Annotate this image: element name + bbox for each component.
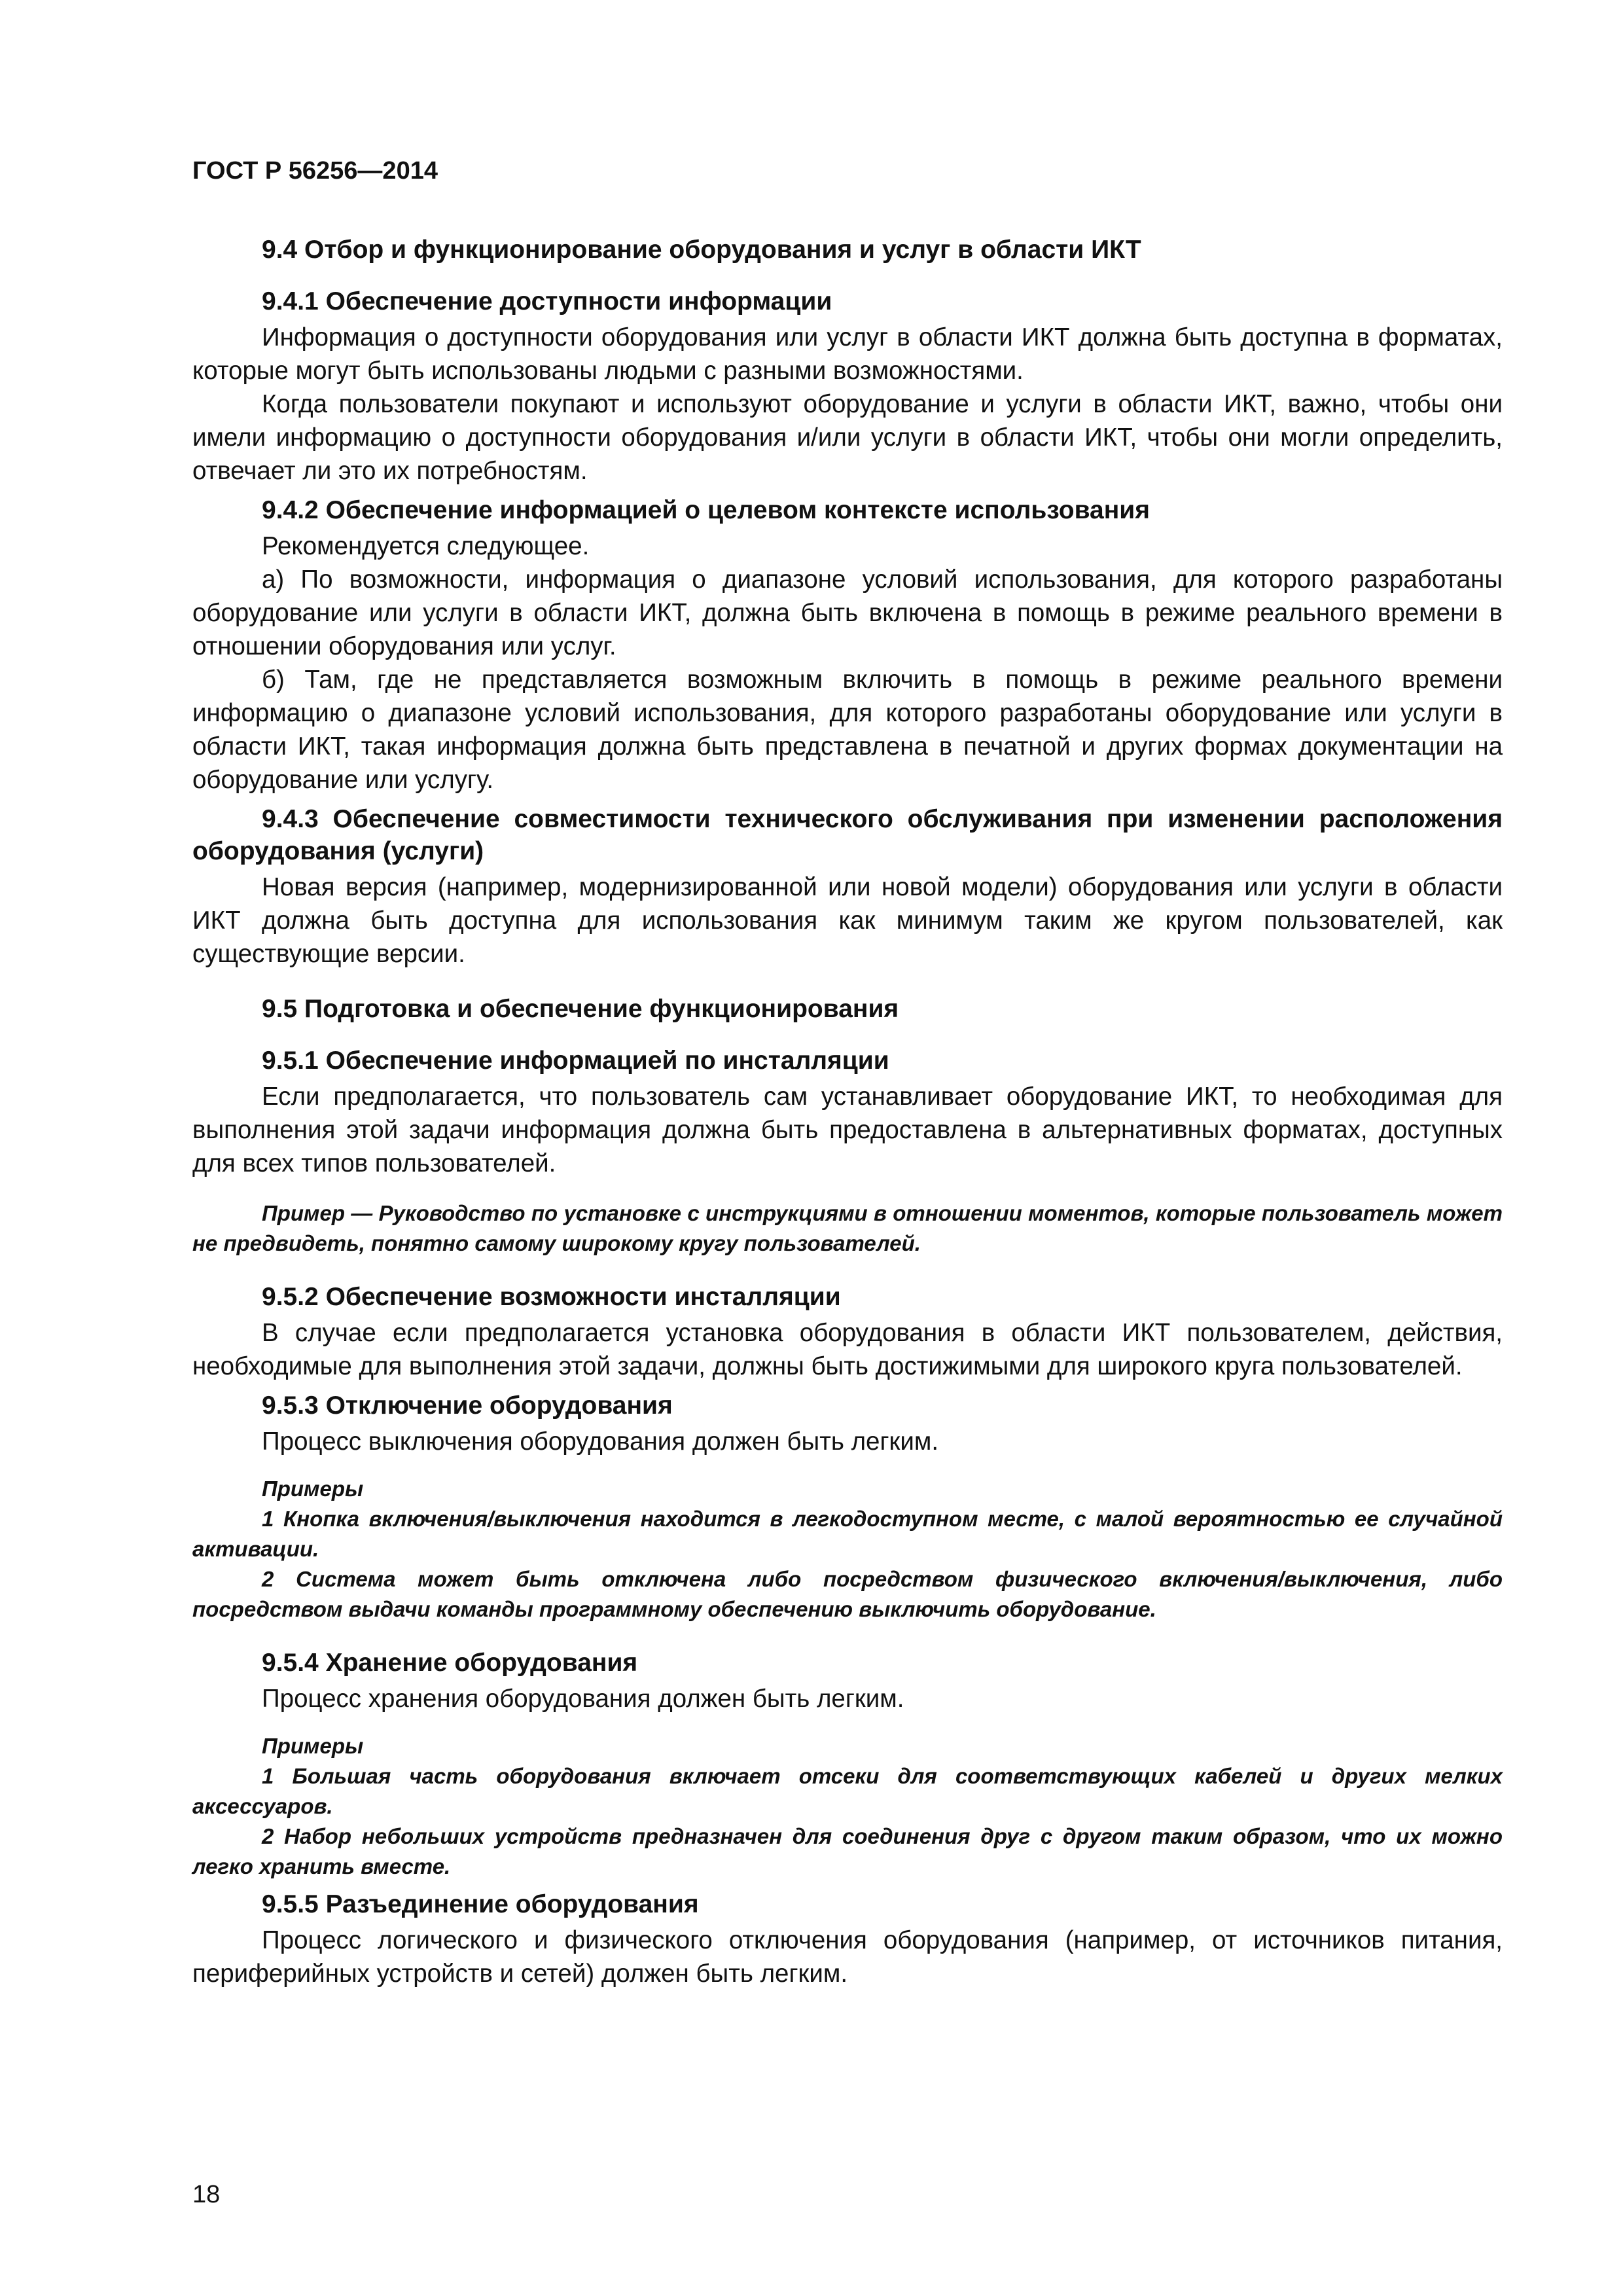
section-9-4-2-item-a: а) По возможности, информация о диапазоне условий использования, для которого разработаны оборудование или услуги в области ИКТ, должна быть включена в помощь в режиме реального времени в отношении оборудования или услуг.: [192, 565, 1503, 660]
section-9-5-4-examples: [192, 1731, 1503, 1882]
section-9-5-3-paragraph-1: Процесс выключения оборудования должен быть легким.: [262, 1427, 939, 1456]
section-9-5-3-example-1: 1 Кнопка включения/выключения находится в легкодоступном месте, с малой вероятностью ее случайной активации.: [192, 1507, 1503, 1561]
section-9-4-3-title: 9.4.3 Обеспечение совместимости технического обслуживания при изменении расположения оборудования (услуги): [192, 805, 1503, 865]
section-9-5-3-example-2: 2 Система может быть отключена либо посредством физического включения/выключения, либо посредством выдачи команды программному обеспечению выключить оборудование.: [192, 1567, 1503, 1621]
section-9-5-5-title: 9.5.5 Разъединение оборудования: [262, 1890, 699, 1918]
section-9-5-3-examples-label: Примеры: [262, 1477, 364, 1501]
section-9-5-4-examples-label: Примеры: [262, 1734, 364, 1758]
section-9-5-3-title: 9.5.3 Отключение оборудования: [262, 1391, 673, 1420]
section-9-4-2-paragraph-1: Рекомендуется следующее.: [262, 532, 590, 560]
section-9-5-1-paragraph-1: Если предполагается, что пользователь сам устанавливает оборудование ИКТ, то необходимая для выполнения этой задачи информация должна быть предоставлена в альтернативных форматах, доступных для всех типов пользователей.: [192, 1083, 1503, 1177]
section-9-5-2-paragraph-1: В случае если предполагается установка оборудования в области ИКТ пользователем, действия, необходимые для выполнения этой задачи, должны быть достижимыми для широкого круга пользователей.: [192, 1319, 1503, 1380]
section-9-5-4-example-2: 2 Набор небольших устройств предназначен для соединения друг с другом таким образом, что их можно легко хранить вместе.: [192, 1824, 1503, 1878]
section-9-5-1-example-note: Пример — Руководство по установке с инструкциями в отношении моментов, которые пользователь может не предвидеть, понятно самому широкому кругу пользователей.: [192, 1201, 1503, 1255]
section-9-5-4-paragraph-1: Процесс хранения оборудования должен быть легким.: [262, 1685, 904, 1713]
section-9-5-5-paragraph-1: Процесс логического и физического отключения оборудования (например, от источников питания, периферийных устройств и сетей) должен быть легким.: [192, 1926, 1503, 1988]
section-9-4-2-title: 9.4.2 Обеспечение информацией о целевом контексте использования: [262, 496, 1150, 524]
page-number: 18: [192, 2181, 221, 2208]
section-9-5-4-example-1: 1 Большая часть оборудования включает отсеки для соответствующих кабелей и других мелких аксессуаров.: [192, 1764, 1503, 1818]
section-9-4-1-paragraph-2: Когда пользователи покупают и используют оборудование и услуги в области ИКТ, важно, чтобы они имели информацию о доступности оборудования и/или услуги в области ИКТ, чтобы они могли определить, отвечает ли это их потребностям.: [192, 390, 1503, 485]
document-code-header: ГОСТ Р 56256—2014: [192, 157, 438, 185]
section-9-5-3-examples: [192, 1474, 1503, 1624]
section-9-5-2-title: 9.5.2 Обеспечение возможности инсталляции: [262, 1283, 841, 1311]
section-9-4-3-paragraph-1: Новая версия (например, модернизированной или новой модели) оборудования или услуги в области ИКТ должна быть доступна для использования как минимум таким же кругом пользователей, как существующие версии.: [192, 873, 1503, 968]
section-9-4-1-paragraph-1: Информация о доступности оборудования или услуг в области ИКТ должна быть доступна в форматах, которые могут быть использованы людьми с разными возможностями.: [192, 323, 1503, 385]
section-9-4-title: 9.4 Отбор и функционирование оборудования и услуг в области ИКТ: [262, 236, 1141, 264]
section-9-4-2-item-b: б) Там, где не представляется возможным включить в помощь в режиме реального времени информацию о диапазоне условий использования, для которого разработаны оборудование или услуги в области ИКТ, такая информация должна быть представлена в печатной и других формах документации на оборудование или услугу.: [192, 666, 1503, 794]
section-9-5-4-title: 9.5.4 Хранение оборудования: [262, 1649, 638, 1677]
section-9-4-1-title: 9.4.1 Обеспечение доступности информации: [262, 287, 832, 315]
section-9-5-title: 9.5 Подготовка и обеспечение функционирования: [262, 995, 899, 1023]
section-9-5-1-title: 9.5.1 Обеспечение информацией по инсталляции: [262, 1047, 889, 1075]
